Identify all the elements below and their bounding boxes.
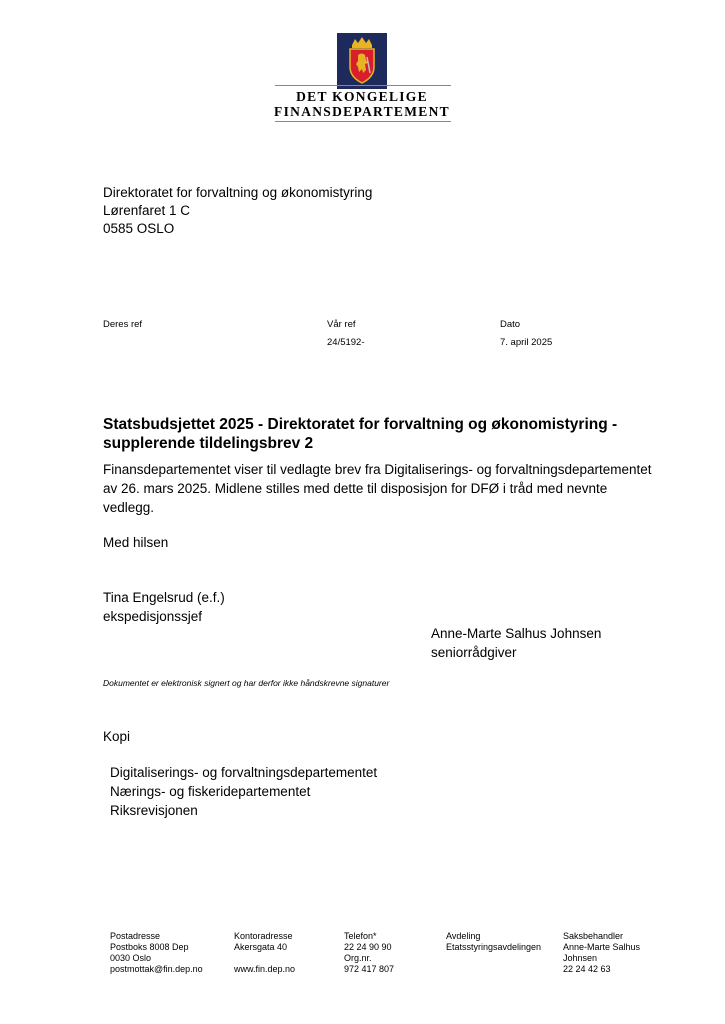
logo-divider-bottom — [275, 121, 451, 122]
first-signer — [103, 588, 225, 626]
second-signer-name: Anne-Marte Salhus Johnsen — [431, 626, 602, 641]
body-line1: Finansdepartementet viser til vedlagte brev fra Digitaliserings- og forvaltningsdepartementet — [103, 462, 652, 477]
body-line3: vedlegg. — [103, 500, 155, 515]
logo-text-line1: DET KONGELIGE — [296, 89, 428, 104]
recipient-postal: 0585 OSLO — [103, 221, 175, 236]
deres-ref-label: Deres ref — [103, 319, 143, 330]
footer-postboks: Postboks 8008 Dep — [110, 942, 189, 952]
footer-phone: 22 24 90 90 — [344, 942, 392, 952]
var-ref-value: 24/5192- — [327, 337, 365, 348]
logo-divider-top — [275, 85, 451, 86]
letter-body — [103, 460, 652, 517]
footer-post-city: 0030 Oslo — [110, 953, 152, 963]
footer-email: postmottak@fin.dep.no — [110, 964, 203, 974]
copy-recipient: Riksrevisjonen — [110, 803, 198, 818]
recipient-name: Direktoratet for forvaltning og økonomistyring — [103, 185, 373, 200]
letter-title — [103, 415, 617, 453]
footer-orgnr-label: Org.nr. — [344, 953, 372, 963]
dato-value: 7. april 2025 — [500, 337, 553, 348]
footer-saksbehandler-label: Saksbehandler — [563, 931, 624, 941]
greeting: Med hilsen — [103, 535, 169, 550]
footer-saksbehandler-name1: Anne-Marte Salhus — [563, 942, 641, 952]
var-ref-label: Vår ref — [327, 319, 356, 330]
footer-saksbehandler-name2: Johnsen — [563, 953, 598, 963]
footer-website: www.fin.dep.no — [234, 964, 296, 974]
footer-street: Akersgata 40 — [234, 942, 288, 952]
signature-note: Dokumentet er elektronisk signert og har derfor ikke håndskrevne signaturer — [103, 678, 390, 688]
footer-postadresse-label: Postadresse — [110, 931, 161, 941]
footer-kontoradresse-label: Kontoradresse — [234, 931, 293, 941]
coat-of-arms-logo — [337, 33, 387, 89]
footer-postadresse — [110, 931, 203, 975]
recipient-street: Lørenfaret 1 C — [103, 203, 191, 218]
footer-avdeling-value: Etatsstyringsavdelingen — [446, 942, 542, 952]
copy-recipient: Digitaliserings- og forvaltningsdepartementet — [110, 765, 378, 780]
footer-telefon — [344, 931, 394, 975]
footer-saksbehandler-phone: 22 24 42 63 — [563, 964, 611, 974]
first-signer-name: Tina Engelsrud (e.f.) — [103, 590, 225, 605]
copy-list — [110, 763, 377, 820]
dato-label: Dato — [500, 319, 521, 330]
second-signer — [431, 624, 601, 662]
copy-recipient: Nærings- og fiskeridepartementet — [110, 784, 311, 799]
footer-telefon-label: Telefon* — [344, 931, 377, 941]
letter-title-line2: supplerende tildelingsbrev 2 — [103, 435, 314, 452]
footer-saksbehandler — [563, 931, 640, 975]
first-signer-title: ekspedisjonssjef — [103, 609, 203, 624]
letter-title-line1: Statsbudsjettet 2025 - Direktoratet for forvaltning og økonomistyring - — [103, 416, 618, 433]
copy-heading: Kopi — [103, 729, 131, 744]
footer-avdeling-label: Avdeling — [446, 931, 481, 941]
footer-orgnr: 972 417 807 — [344, 964, 395, 974]
footer-kontoradresse — [234, 931, 295, 975]
body-line2: av 26. mars 2025. Midlene stilles med dette til disposisjon for DFØ i tråd med nevnte — [103, 481, 608, 496]
second-signer-title: seniorrådgiver — [431, 645, 517, 660]
footer-avdeling — [446, 931, 541, 953]
recipient-address — [103, 184, 372, 238]
logo-text-line2: FINANSDEPARTEMENT — [274, 104, 450, 119]
footer-spacer — [234, 953, 295, 964]
